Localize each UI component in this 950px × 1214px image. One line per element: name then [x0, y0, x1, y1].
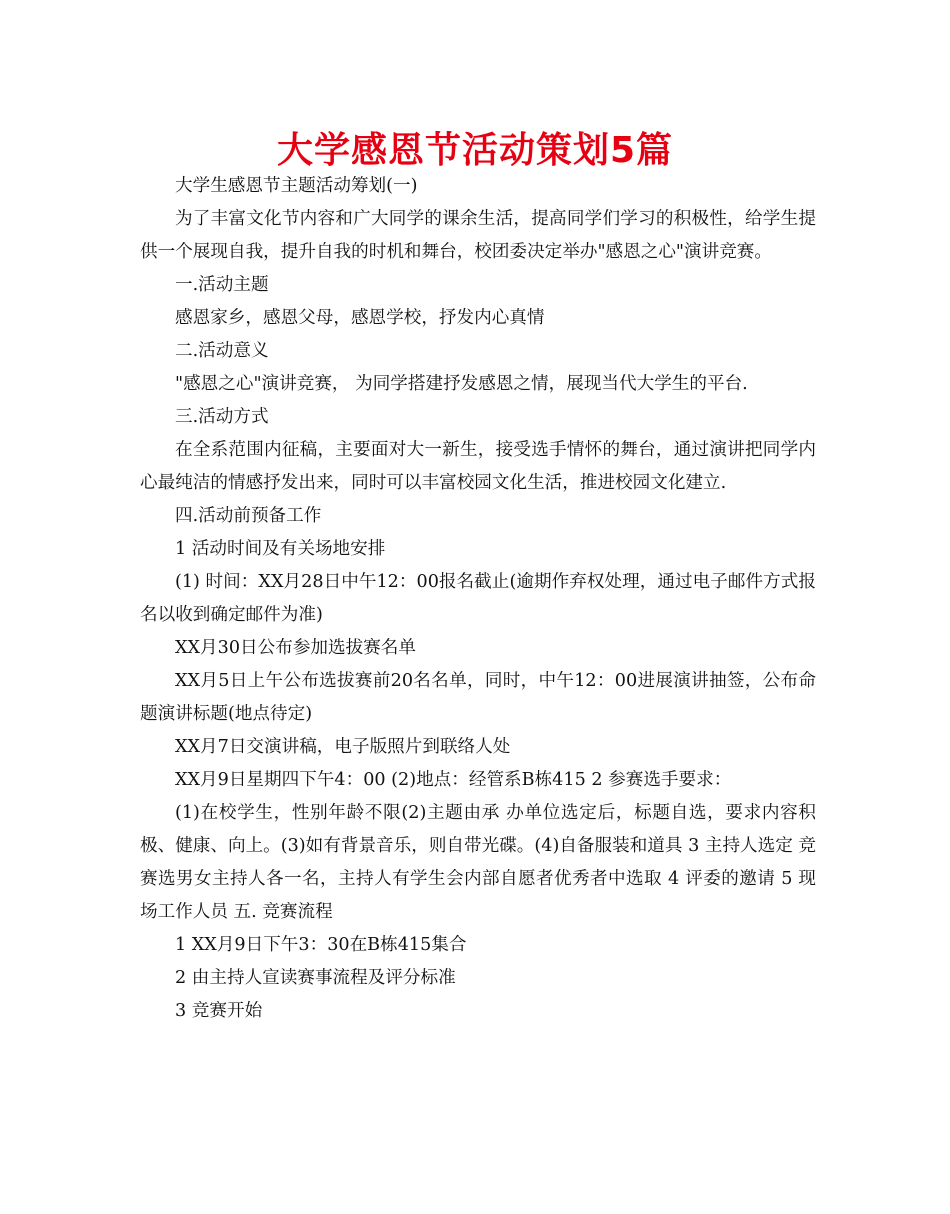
paragraph: 2 由主持人宣读赛事流程及评分标准: [175, 968, 456, 988]
document-title: 大学感恩节活动策划5篇: [276, 130, 674, 171]
paragraph: XX月7日交演讲稿，电子版照片到联络人处: [175, 737, 511, 757]
section-heading: 二.活动意义: [175, 341, 269, 361]
paragraph: XX月30日公布参加选拔赛名单: [175, 638, 416, 658]
section-heading: 四.活动前预备工作: [175, 506, 322, 526]
paragraph: 1 活动时间及有关场地安排: [175, 539, 386, 559]
paragraph: 感恩家乡，感恩父母，感恩学校，抒发内心真情: [175, 308, 545, 328]
paragraph: "感恩之心"演讲竞赛， 为同学搭建抒发感恩之情，展现当代大学生的平台.: [175, 374, 748, 394]
paragraph: (1)在校学生，性别年龄不限(2)主题由承 办单位选定后，标题自选，要求内容积极、健康、向上。(3)如有背景音乐，则自带光碟。(4)自备服装和道具 3 主持人选定 竞赛选男女主持人各一名，主持人有学生会内部自愿者优秀者中选取 4 评委的邀请 5 现场工作人员 五. 竞赛流程: [140, 803, 817, 922]
paragraph: 1 XX月9日下午3：30在B栋415集合: [175, 935, 467, 955]
paragraph: (1) 时间：XX月28日中午12：00报名截止(逾期作弃权处理，通过电子邮件方式报名以收到确定邮件为准): [140, 572, 816, 625]
section-heading: 一.活动主题: [175, 275, 269, 295]
paragraph: XX月5日上午公布选拔赛前20名名单，同时，中午12：00进展演讲抽签，公布命题演讲标题(地点待定): [140, 671, 816, 724]
paragraph: 为了丰富文化节内容和广大同学的课余生活，提高同学们学习的积极性，给学生提供一个展现自我，提升自我的时机和舞台，校团委决定举办"感恩之心"演讲竞赛。: [140, 209, 816, 262]
paragraph: 在全系范围内征稿，主要面对大一新生，接受选手情怀的舞台，通过演讲把同学内心最纯洁的情感抒发出来，同时可以丰富校园文化生活，推进校园文化建立.: [140, 440, 816, 493]
document-body: [140, 170, 816, 1028]
section-heading: 三.活动方式: [175, 407, 269, 427]
paragraph: 大学生感恩节主题活动筹划(一): [175, 176, 418, 196]
paragraph: XX月9日星期四下午4：00 (2)地点：经管系B栋415 2 参赛选手要求：: [175, 770, 732, 790]
paragraph: 3 竞赛开始: [175, 1001, 263, 1021]
